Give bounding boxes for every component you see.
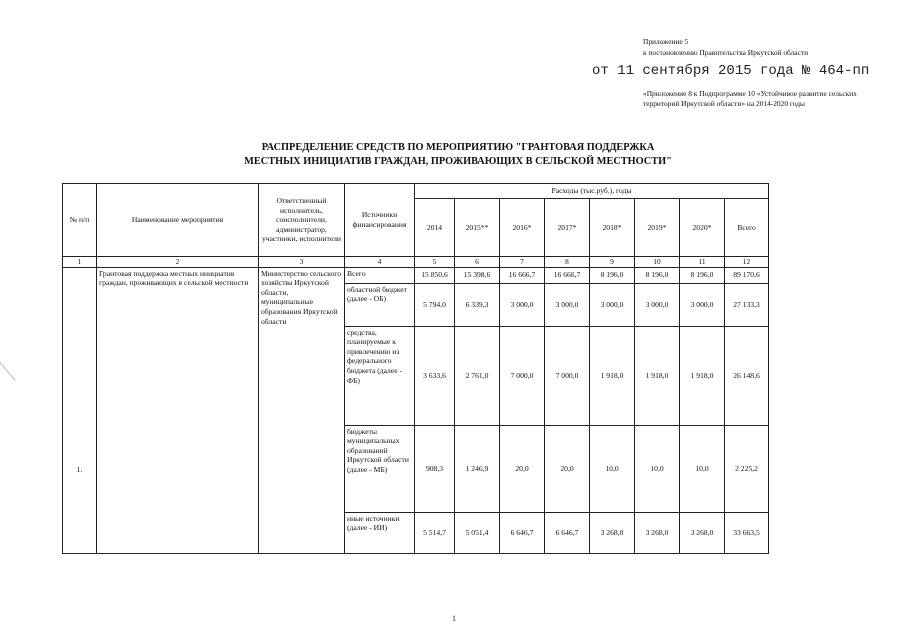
- value-cell: 6 646,7: [545, 512, 590, 553]
- row-number: 1.: [63, 267, 97, 553]
- total-cell: 2 225,2: [725, 425, 769, 512]
- value-cell: 3 000,0: [680, 283, 725, 326]
- value-cell: 20,0: [545, 425, 590, 512]
- value-cell: 8 196,0: [590, 267, 635, 283]
- value-cell: 3 000,0: [545, 283, 590, 326]
- header-year: 2018*: [590, 199, 635, 257]
- header-source: Источники финансирования: [345, 184, 415, 257]
- value-cell: 1 918,0: [680, 326, 725, 425]
- responsible-executor: Министерство сельского хозяйства Иркутской области, муниципальные образования Иркутской области: [259, 267, 345, 553]
- header-expenses: Расходы (тыс.руб.), годы: [415, 184, 769, 199]
- index-cell: 11: [680, 257, 725, 268]
- column-index-row: [63, 257, 769, 268]
- value-cell: 16 666,7: [545, 267, 590, 283]
- value-cell: 7 000,0: [500, 326, 545, 425]
- value-cell: 1 918,0: [635, 326, 680, 425]
- value-cell: 16 666,7: [500, 267, 545, 283]
- index-cell: 12: [725, 257, 769, 268]
- appendix-line-1: Приложение 5: [643, 37, 689, 46]
- value-cell: 5 794,0: [415, 283, 455, 326]
- index-cell: 9: [590, 257, 635, 268]
- value-cell: 3 633,6: [415, 326, 455, 425]
- appendix-reference: «Приложение 8 к Подпрограмме 10 «Устойчивое развитие сельских территорий Иркутской области» на 2014-2020 годы: [643, 89, 857, 108]
- header-year: 2015**: [455, 199, 500, 257]
- header-year: 2014: [415, 199, 455, 257]
- appendix-line-2: к постановлению Правительства Иркутской области: [643, 48, 809, 57]
- index-cell: 2: [97, 257, 259, 268]
- header-year: 2019*: [635, 199, 680, 257]
- value-cell: 3 268,0: [680, 512, 725, 553]
- source-cell: иные источники (далее - ИИ): [345, 512, 415, 553]
- source-cell: бюджеты муниципальных образований Иркутской области (далее - МБ): [345, 425, 415, 512]
- index-cell: 8: [545, 257, 590, 268]
- value-cell: 6 646,7: [500, 512, 545, 553]
- index-cell: 10: [635, 257, 680, 268]
- value-cell: 8 196,0: [635, 267, 680, 283]
- title-line-1: РАСПРЕДЕЛЕНИЕ СРЕДСТВ ПО МЕРОПРИЯТИЮ "ГРАНТОВАЯ ПОДДЕРЖКА: [261, 142, 655, 153]
- document-title: [150, 141, 766, 169]
- value-cell: 5 514,7: [415, 512, 455, 553]
- value-cell: 5 051,4: [455, 512, 500, 553]
- value-cell: 3 000,0: [500, 283, 545, 326]
- source-cell: средства, планируемые к привлечению из федерального бюджета (далее - ФБ): [345, 326, 415, 425]
- value-cell: 2 761,0: [455, 326, 500, 425]
- value-cell: 6 339,3: [455, 283, 500, 326]
- header-total: Всего: [725, 199, 769, 257]
- scan-artifact-mark: [0, 357, 16, 381]
- value-cell: 908,3: [415, 425, 455, 512]
- value-cell: 3 268,0: [635, 512, 680, 553]
- index-cell: 1: [63, 257, 97, 268]
- index-cell: 4: [345, 257, 415, 268]
- header-responsible: Ответственный исполнитель, соисполнители, администратор, участники, исполнители: [259, 184, 345, 257]
- value-cell: 10,0: [590, 425, 635, 512]
- total-cell: 33 663,5: [725, 512, 769, 553]
- total-cell: 26 148,6: [725, 326, 769, 425]
- source-cell: областной бюджет (далее - ОБ): [345, 283, 415, 326]
- page-number: 1: [452, 614, 456, 623]
- value-cell: 10,0: [680, 425, 725, 512]
- value-cell: 15 850,6: [415, 267, 455, 283]
- header-measure: Наименование мероприятия: [97, 184, 259, 257]
- value-cell: 20,0: [500, 425, 545, 512]
- value-cell: 15 398,6: [455, 267, 500, 283]
- header-year: 2016*: [500, 199, 545, 257]
- value-cell: 7 000,0: [545, 326, 590, 425]
- header-num: № п/п: [63, 184, 97, 257]
- value-cell: 3 268,0: [590, 512, 635, 553]
- source-cell: Всего: [345, 267, 415, 283]
- value-cell: 3 000,0: [590, 283, 635, 326]
- value-cell: 3 000,0: [635, 283, 680, 326]
- appendix-header: [643, 36, 808, 58]
- index-cell: 5: [415, 257, 455, 268]
- total-cell: 27 133,3: [725, 283, 769, 326]
- total-cell: 89 170,6: [725, 267, 769, 283]
- index-cell: 7: [500, 257, 545, 268]
- header-year: 2020*: [680, 199, 725, 257]
- value-cell: 10,0: [635, 425, 680, 512]
- measure-name: Грантовая поддержка местных инициатив граждан, проживающих в сельской местности: [97, 267, 259, 553]
- index-cell: 6: [455, 257, 500, 268]
- index-cell: 3: [259, 257, 345, 268]
- title-line-2: МЕСТНЫХ ИНИЦИАТИВ ГРАЖДАН, ПРОЖИВАЮЩИХ В СЕЛЬСКОЙ МЕСТНОСТИ": [244, 156, 672, 167]
- table-row: [63, 267, 769, 283]
- funding-table: [62, 183, 769, 554]
- value-cell: 1 918,0: [590, 326, 635, 425]
- resolution-date-stamp: от 11 сентября 2015 года № 464-пп: [592, 63, 870, 79]
- value-cell: 1 246,9: [455, 425, 500, 512]
- header-year: 2017*: [545, 199, 590, 257]
- value-cell: 8 196,0: [680, 267, 725, 283]
